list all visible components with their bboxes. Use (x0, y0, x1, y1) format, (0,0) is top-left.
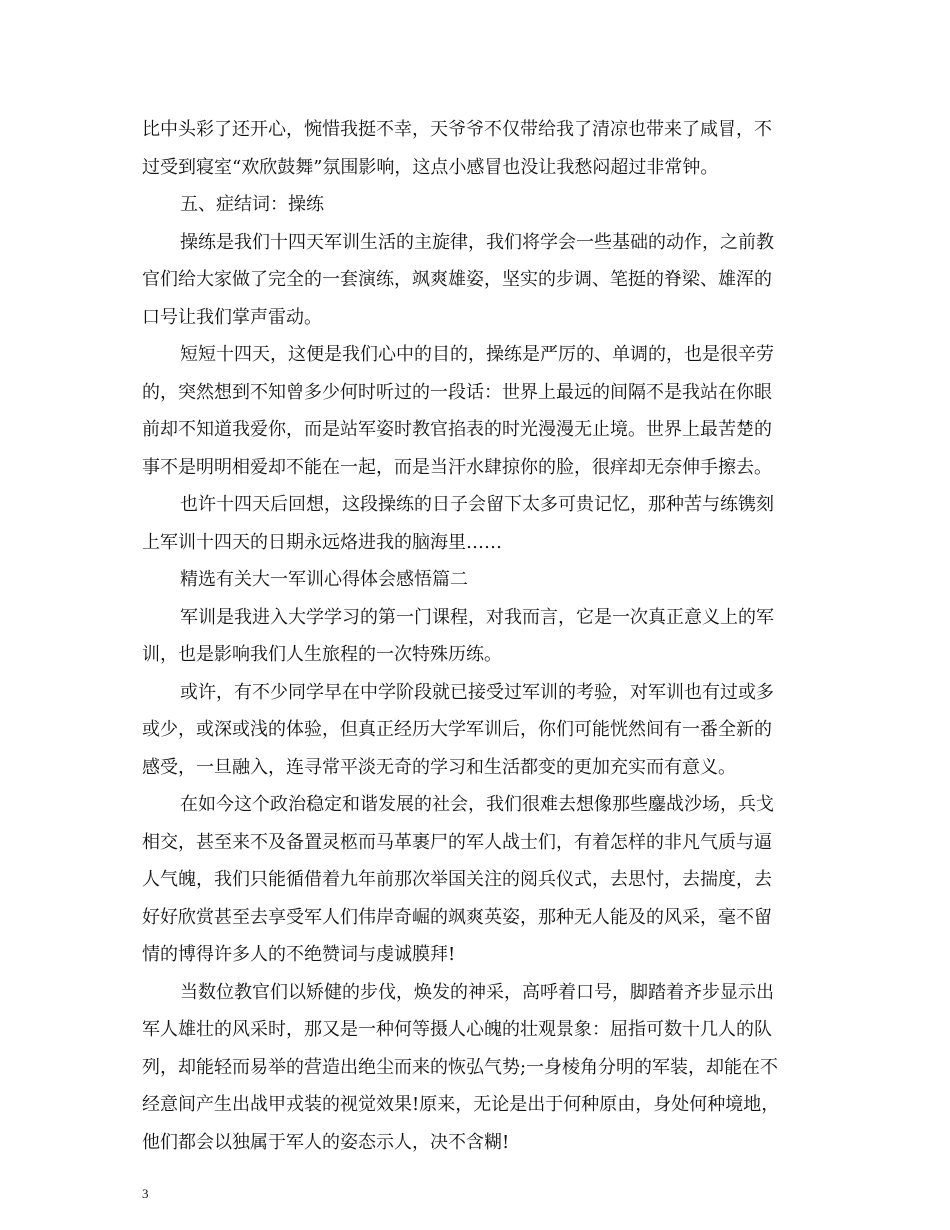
text-line: 人气魄，我们只能循借着九年前那次举国关注的阅兵仪式，去思忖，去揣度，去 (142, 869, 772, 890)
text-line: 操练是我们十四天军训生活的主旋律，我们将学会一些基础的动作，之前教 (180, 231, 774, 253)
text-line: 训，也是影响我们人生旅程的一次特殊历练。 (142, 644, 502, 665)
text-line: 好好欣赏甚至去享受军人们伟岸奇崛的飒爽英姿，那种无人能及的风采，毫不留 (142, 906, 772, 928)
text-line: 相交，甚至来不及备置灵柩而马革裹尸的军人战士们，有着怎样的非凡气质与逼 (142, 831, 772, 853)
section-heading: 五、症结词：操练 (180, 194, 324, 215)
text-line: 口号让我们掌声雷动。 (142, 306, 322, 328)
text-line: 或少，或深或浅的体验，但真正经历大学军训后，你们可能恍然间有一番全新的 (142, 719, 772, 740)
text-line: 经意间产生出战甲戎装的视觉效果!原来，无论是出于何种原由，身处何种境地， (142, 1094, 780, 1115)
text-line: 情的博得许多人的不绝赞词与虔诚膜拜! (142, 944, 456, 965)
text-line: 也许十四天后回想，这段操练的日子会留下太多可贵记忆，那种苦与练镌刻 (180, 494, 774, 515)
text-line: 事不是明明相爱却不能在一起，而是当汗水肆掠你的脸，很痒却无奈伸手擦去。 (142, 456, 772, 478)
section-heading: 精选有关大一军训心得体会感悟篇二 (180, 569, 468, 590)
text-line: 在如今这个政治稳定和谐发展的社会，我们很难去想像那些鏖战沙场，兵戈 (180, 794, 774, 815)
text-line: 的，突然想到不知曾多少何时听过的一段话：世界上最远的间隔不是我站在你眼 (142, 381, 772, 403)
text-line: 他们都会以独属于军人的姿态示人，决不含糊! (142, 1131, 510, 1153)
text-line: 军人雄壮的风采时，那又是一种何等摄人心魄的壮观景象：屈指可数十几人的队 (142, 1019, 772, 1040)
text-line: 或许，有不少同学早在中学阶段就已接受过军训的考验，对军训也有过或多 (180, 681, 774, 703)
text-line: 上军训十四天的日期永远烙进我的脑海里…… (142, 531, 502, 553)
text-line: 过受到寝室“欢欣鼓舞”氛围影响，这点小感冒也没让我愁闷超过非常钟。 (142, 156, 719, 178)
page-number: 3 (142, 1186, 149, 1201)
text-line: 短短十四天，这便是我们心中的目的，操练是严厉的、单调的，也是很辛劳 (180, 344, 774, 365)
text-line: 军训是我进入大学学习的第一门课程，对我而言，它是一次真正意义上的军 (180, 606, 774, 628)
text-line: 当数位教官们以矫健的步伐，焕发的神采，高呼着口号，脚踏着齐步显示出 (180, 981, 774, 1003)
text-line: 官们给大家做了完全的一套演练，飒爽雄姿，坚实的步调、笔挺的脊梁、雄浑的 (142, 269, 772, 290)
text-line: 前却不知道我爱你，而是站军姿时教官掐表的时光漫漫无止境。世界上最苦楚的 (142, 419, 772, 440)
text-line: 感受，一旦融入，连寻常平淡无奇的学习和生活都变的更加充实而有意义。 (142, 756, 736, 778)
text-line: 列，却能轻而易举的营造出绝尘而来的恢弘气势;一身棱角分明的军装，却能在不 (142, 1056, 779, 1078)
text-line: 比中头彩了还开心，惋惜我挺不幸，天爷爷不仅带给我了清凉也带来了咸冒，不 (142, 119, 772, 140)
